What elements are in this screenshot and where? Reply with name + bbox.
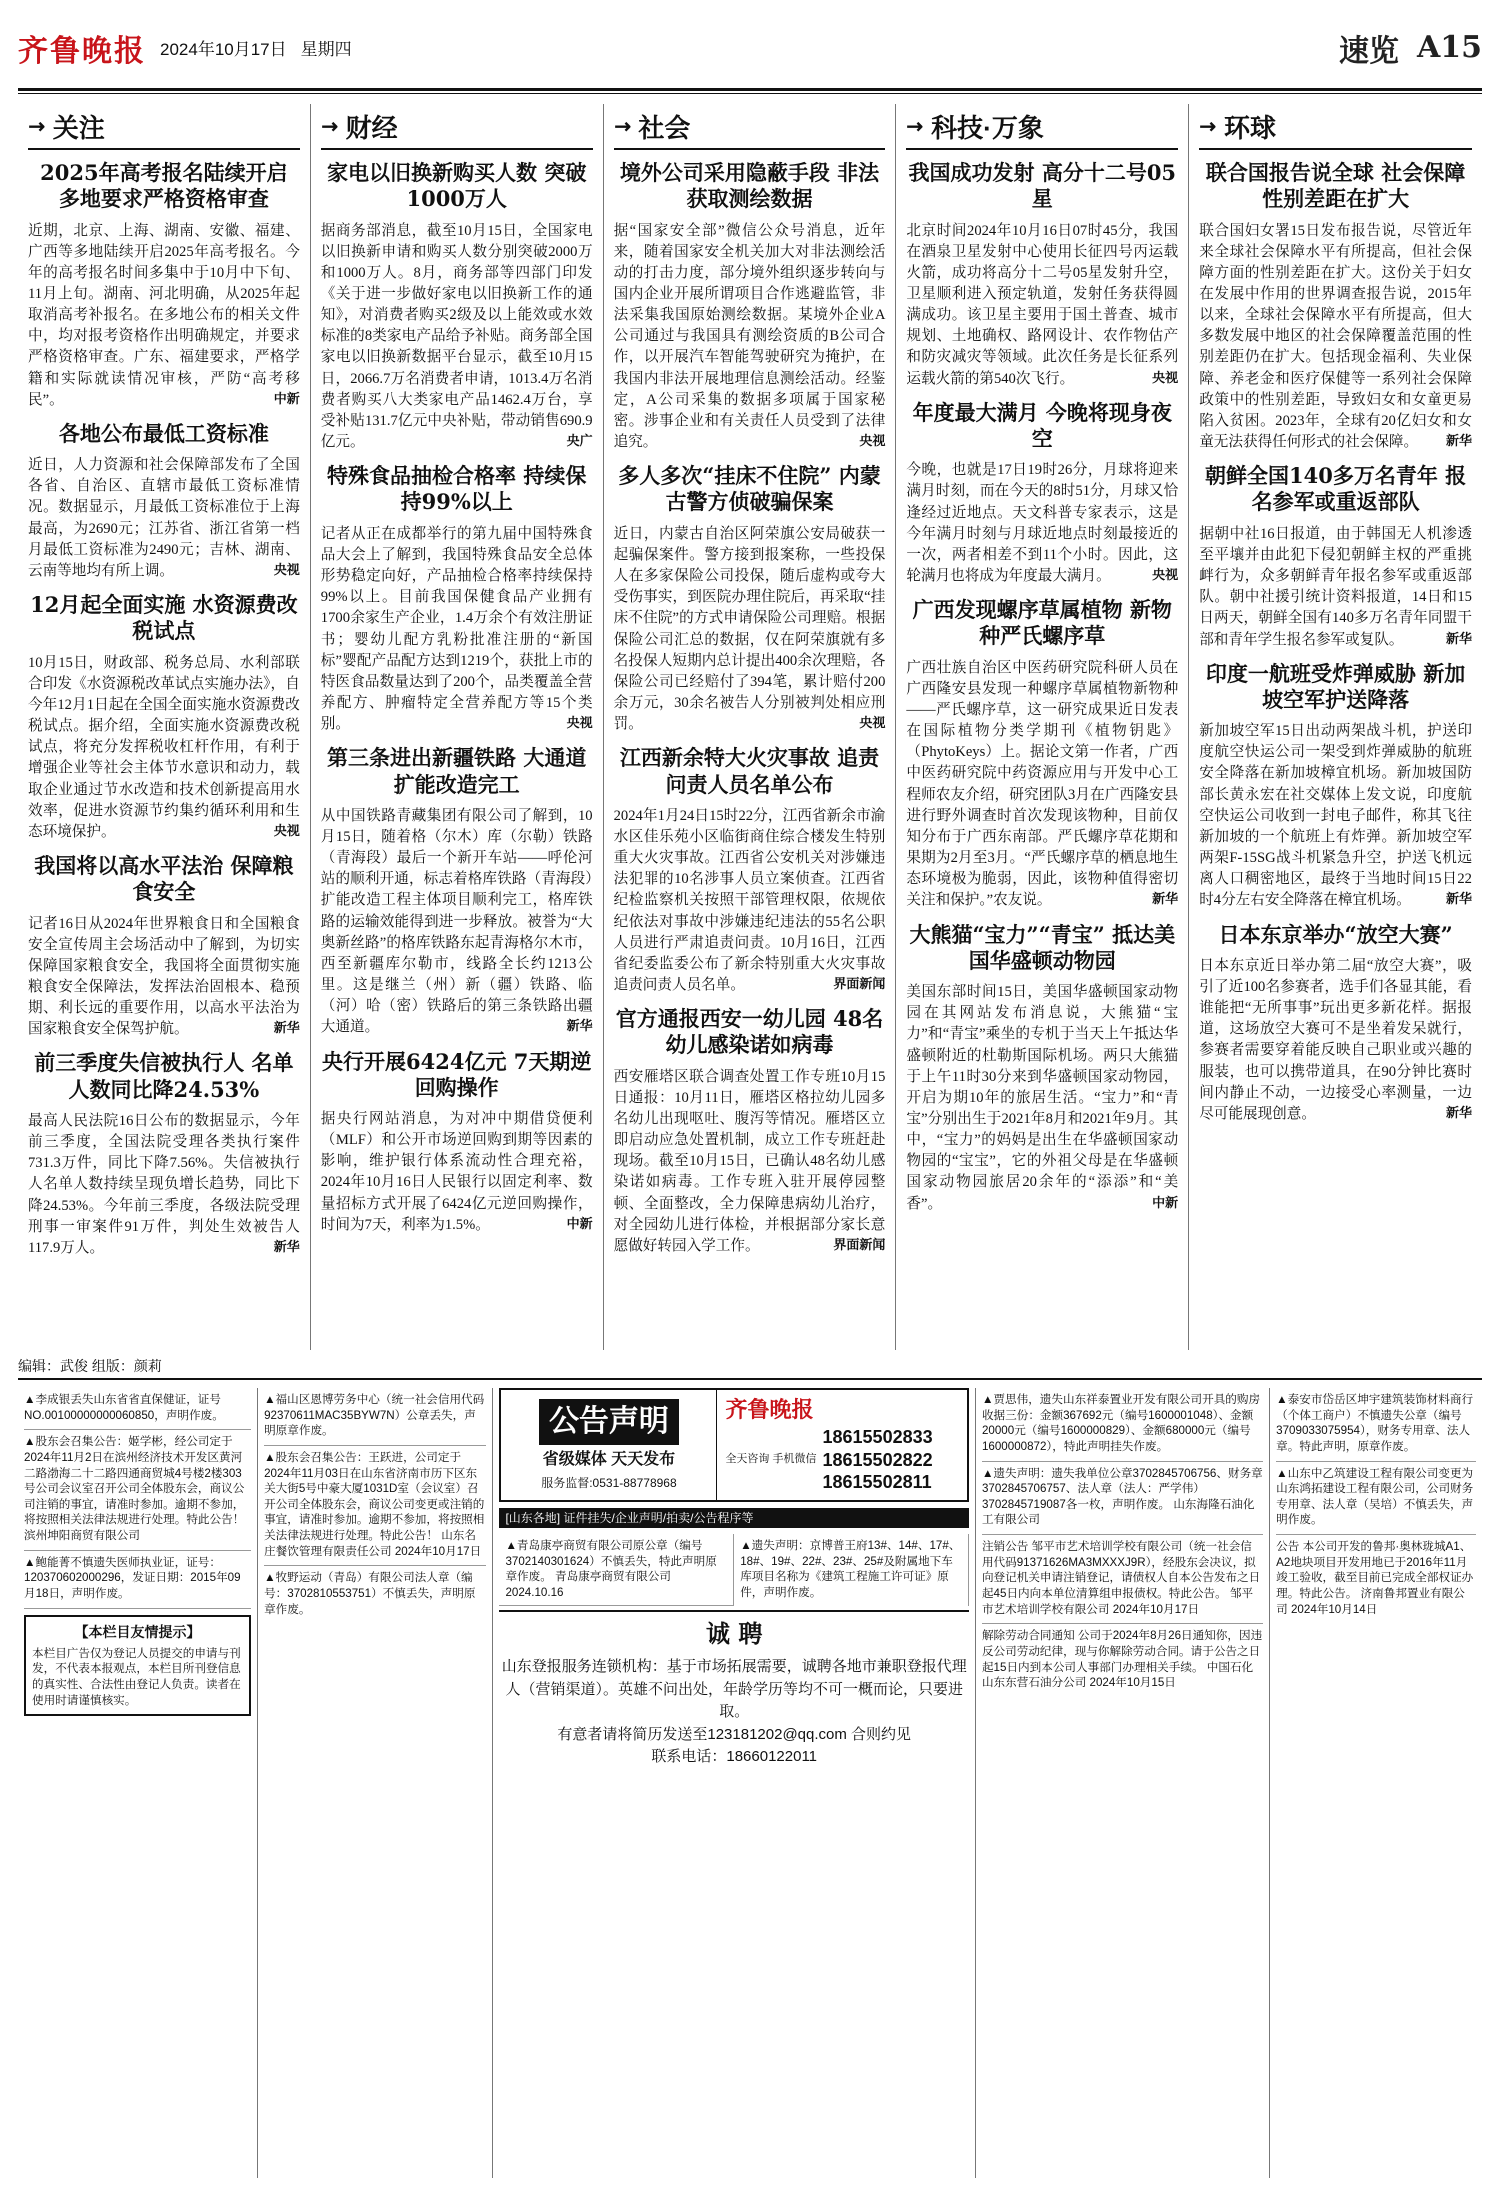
news-columns [18, 104, 1482, 1350]
article-body [321, 221, 593, 454]
notice: ▲李成银丢失山东省省直保健证，证号NO.00100000000060850，声明作废。 [24, 1388, 251, 1430]
news-article [321, 1049, 593, 1236]
news-article [321, 745, 593, 1038]
column [18, 104, 311, 1350]
article-body [28, 221, 300, 411]
news-article [614, 160, 886, 453]
article-body [906, 460, 1178, 587]
arrow-icon: ↘ [608, 112, 637, 141]
news-article [321, 160, 593, 453]
news-article [1199, 661, 1472, 912]
notice: ▲股东会召集公告：王跃进，公司定于2024年11月03日在山东省济南市历下区东关大街5号中豪大厦1031D室（会议室）召开公司全体股东会，商议公司变更或注销的事宜，请准时参加。逾期不参加，将按照相关法律法规进行处理。特此公告！ 山东名庄餐饮管理有限责任公司 2024年10月17日 [264, 1446, 486, 1566]
announcement-banner [499, 1388, 969, 1502]
article-source: 新华 [566, 1018, 593, 1034]
notice: ▲福山区恩博劳务中心（统一社会信用代码92370611MAC35BYW7N）公章丢失，声明原章作废。 [264, 1388, 486, 1446]
news-article [28, 1050, 300, 1259]
hiring-body: 山东登报服务连锁机构：基于市场拓展需要，诚聘各地市兼职登报代理人（营销渠道）。英雄不问出处，年龄学历等均不可一概而论，只要进取。 [501, 1658, 967, 1721]
news-article [906, 160, 1178, 390]
classified-column-4 [976, 1388, 1270, 2178]
article-source: 央视 [859, 715, 886, 731]
article-body [614, 1067, 886, 1257]
article-source: 新华 [273, 1020, 300, 1036]
article-source: 中新 [1152, 1194, 1179, 1210]
article-body [321, 806, 593, 1039]
article-headline: 我国成功发射 高分十二号05星 [908, 160, 1177, 212]
classified-column-2 [258, 1388, 493, 2178]
article-source: 新华 [1445, 891, 1472, 907]
issue-date: 2024年10月17日 [160, 40, 287, 59]
arrow-icon: ↘ [315, 112, 344, 141]
classified-column-5 [1270, 1388, 1482, 2178]
notice: 注销公告 邹平市艺术培训学校有限公司（统一社会信用代码91371626MA3MXXXJ9R），经股东会决议，拟向登记机关申请注销登记，请债权人自本公告发布之日起45日内向本单位清算组申报债权。特此公告。 邹平市艺术培训学校有限公司 2024年10月17日 [982, 1535, 1263, 1624]
notice: ▲股东会召集公告：姬学彬，经公司定于2024年11月2日在滨州经济技术开发区黄河二路渤海二十二路四通商贸城4号楼2楼303号公司会议室召开公司全体股东会，商议公司注销的事宜，请准时参加。逾期不参加，将按照相关法律法规进行处理。特此公告！ 滨州坤阳商贸有限公司 [24, 1430, 251, 1550]
article-text: 2024年1月24日15时22分，江西省新余市渝水区佳乐苑小区临街商住综合楼发生特别重大火灾事故。江西省公安机关对涉嫌违法犯罪的10名涉事人员立案侦查。江西省纪检监察机关按照干部管理权限，依规依纪依法对事故中涉嫌违纪违法的55名公职人员进行严肃追责问责。10月16日，江西省纪委监委公布了新余特别重大火灾事故追责问责人员名单。 [613, 807, 886, 994]
page-identifier [1339, 26, 1482, 70]
classified-center [493, 1388, 976, 2178]
article-source: 央视 [273, 822, 300, 838]
hiring-ad [499, 1610, 969, 1769]
article-headline: 印度一航班受炸弹威胁 新加坡空军护送降落 [1205, 660, 1466, 712]
ads-divider [18, 1378, 1482, 1380]
article-source: 央视 [1152, 567, 1179, 583]
article-text: 据朝中社16日报道，由于韩国无人机渗透至平壤并由此犯下侵犯朝鲜主权的严重挑衅行为，众多朝鲜青年报名参军或重返部队。朝中社援引统计资料报道，14日和15日两天，朝鲜全国有140多万名青年同盟干部和青年学生报名参军或复队。 [1199, 525, 1472, 648]
article-text: 从中国铁路青藏集团有限公司了解到，10月15日，随着格（尔木）库（尔勒）铁路（青海段）最后一个新开车站——呼伦河站的顺利开通，标志着格库铁路（青海段）扩能改造工程主体项目顺利完工，格库铁路的运输效能得到进一步释放。被誉为“大奥新丝路”的格库铁路东起青海格尔木市，西至新疆库尔勒市，线路全长约1213公里。这是继兰（州）新（疆）铁路、临（河）哈（密）铁路后的第三条铁路出疆大通道。 [320, 807, 593, 1036]
news-article [28, 853, 300, 1040]
notice: ▲遗失声明：遗失我单位公章3702845706756、财务章3702845706757、法人章（法人：严学伟）3702845719087各一枚，声明作废。 山东海隆石油化工有限公司 [982, 1462, 1263, 1536]
announcement-left [501, 1390, 717, 1500]
issue-weekday: 星期四 [300, 40, 352, 59]
notice: ▲鲍能菁不慎遗失医师执业证，证号：120370602000296，发证日期：2015年09月18日，声明作废。 [24, 1551, 251, 1609]
article-text: 广西壮族自治区中医药研究院科研人员在广西隆安县发现一种螺序草属植物新物种——严氏螺序草，这一研究成果近日发表在国际植物分类学期刊《植物钥匙》（PhytoKeys）上。据论文第一作者，广西中医药研究院中药资源应用与开发中心工程师农友介绍，研究团队3月在广西隆安县进行野外调查时首次发现该物种，目前仅知分布于广西东南部。严氏螺序草花期和果期为2月至3月。“严氏螺序草的栖息地生态环境极为脆弱，因此，该物种值得密切关注和保护。”农友说。 [906, 659, 1179, 909]
section-name: 速览 [1338, 33, 1399, 69]
phone-number: 18615502833 [822, 1427, 933, 1448]
news-article [906, 400, 1178, 587]
article-text: 美国东部时间15日，美国华盛顿国家动物园在其网站发布消息说，大熊猫“宝力”和“青宝”乘坐的专机于当天上午抵达华盛顿附近的杜勒斯国际机场。两只大熊猫于上午11时30分来到华盛顿国家动物园，开启为期10年的旅居生活。“宝力”和“青宝”分别出生于2021年8月和2021年9月。其中，“宝力”的妈妈是出生在华盛顿国家动物园的“宝宝”，它的外祖父母是在华盛顿国家动物园旅居20余年的“添添”和“美香”。 [906, 984, 1179, 1212]
article-text: 联合国妇女署15日发布报告说，尽管近年来全球社会保障水平有所提高，但社会保障方面的性别差距在扩大。这份关于妇女在发展中作用的世界调查报告说，2015年以来，全球社会保障水平有所提高，但大多数发展中地区的社会保障覆盖范围的性别差距仍在扩大。包括现金福利、失业保障、养老金和医疗保健等一系列社会保障政策中的性别差距，导致妇女和女童更易陷入贫困。2023年，全球有20亿妇女和女童无法获得任何形式的社会保障。 [1199, 222, 1472, 451]
hiring-contact: 有意者请将简历发送至123181202@qq.com 合则约见 [557, 1725, 912, 1743]
phone-list [823, 1426, 933, 1494]
article-body [28, 1111, 300, 1259]
article-headline: 朝鲜全国140多万名青年 报名参军或重返部队 [1205, 463, 1467, 515]
article-headline: 各地公布最低工资标准 [58, 420, 269, 446]
article-source: 界面新闻 [833, 1236, 886, 1252]
article-headline: 大熊猫“宝力”“青宝” 抵达美国华盛顿动物园 [909, 921, 1176, 973]
article-text: 据商务部消息，截至10月15日，全国家电以旧换新申请和购买人数分别突破2000万和1000万人。8月，商务部等四部门印发《关于进一步做好家电以旧换新工作的通知》，对消费者购买2级及以上能效或水效标准的8类家电产品给予补贴。商务部全国家电以旧换新数据平台显示，截至10月15日，2066.7万名消费者申请，1013.4万名消费者购买八大类家电产品1462.4万台，享受补贴131.7亿元中央补贴，带动销售690.9亿元。 [320, 222, 593, 451]
news-article [1199, 463, 1472, 650]
article-text: 近日，人力资源和社会保障部发布了全国各省、自治区、直辖市最低工资标准情况。数据显示，月最低工资标准位于上海最高，为2690元；江苏省、浙江省第一档月最低工资标准为2490元；吉林、湖南、云南等地均有所上调。 [28, 457, 300, 579]
article-text: 日本东京近日举办第二届“放空大赛”，吸引了近100名参赛者，选手们各显其能，看谁能把“无所事事”玩出更多新花样。据报道，这场放空大赛可不是坐着发呆就行，参赛者需要穿着能反映自己职业或兴趣的服装，也可以携带道具，在90分钟比赛时间内静止不动，一边接受心率测量，一边尽可能展现创意。 [1199, 957, 1472, 1122]
article-body [1199, 956, 1472, 1125]
article-headline: 2025年高考报名陆续开启 多地要求严格资格审查 [40, 160, 288, 212]
notice: 解除劳动合同通知 公司于2024年8月26日通知你，因违反公司劳动纪律，现与你解除劳动合同。请于公告之日起15日内到本公司人事部门办理相关手续。 中国石化山东东营石油分公司 2024年10月15日 [981, 1629, 1263, 1690]
article-source: 中新 [566, 1215, 593, 1231]
article-text: 记者16日从2024年世界粮食日和全国粮食安全宣传周主会场活动中了解到，为切实保障国家粮食安全，我国将全面贯彻实施粮食安全保障法，发挥法治固根本、稳预期、利长远的重要作用，以高水平法治为国家粮食安全保驾护航。 [28, 915, 300, 1038]
announcement-right [717, 1390, 967, 1500]
article-text: 据央行网站消息，为对冲中期借贷便利（MLF）和公开市场逆回购到期等因素的影响，维护银行体系流动性合理充裕，2024年10月16日人民银行以固定利率、数量招标方式开展了6424亿元逆回购操作，时间为7天，利率为1.5%。 [320, 1111, 593, 1233]
news-article [321, 463, 593, 735]
phone-number: 18615502811 [822, 1472, 932, 1493]
column-header [1194, 104, 1472, 150]
article-headline: 我国将以高水平法治 保障粮食安全 [34, 853, 294, 905]
article-body [906, 982, 1178, 1215]
article-source: 新华 [1445, 433, 1472, 449]
column-tag: 财经 [345, 112, 398, 143]
news-article [906, 597, 1178, 911]
article-source: 央视 [1152, 369, 1179, 385]
tips-body: 本栏目广告仅为登记人员提交的申请与刊发，不代表本报观点，本栏目所刊登信息的真实性、合法性由登记人负责。读者在使用时请谨慎核实。 [32, 1646, 241, 1707]
classified-column-1 [18, 1388, 258, 2178]
column-tag: 环球 [1223, 112, 1276, 143]
article-text: 西安雁塔区联合调查处置工作专班10月15日通报：10月11日，雁塔区格拉幼儿园多名幼儿出现呕吐、腹泻等情况。雁塔区立即启动应急处置机制，成立工作专班赶赴现场。截至10月15日，已确认48名幼儿感染诺如病毒。工作专班入驻开展停园整顿、全面整改，全力保障患病幼儿治疗，对全园幼儿进行体检，并根据部分家长意愿做好转园入学工作。 [613, 1068, 886, 1254]
article-body [614, 524, 886, 736]
news-article [28, 160, 300, 411]
masthead-rule [18, 88, 1482, 91]
news-article [614, 463, 886, 735]
announcement-slogan: 省级媒体 天天发布 [542, 1451, 676, 1469]
newspaper-logo: 齐鲁晚报 [18, 33, 146, 69]
article-headline: 官方通报西安一幼儿园 48名幼儿感染诺如病毒 [615, 1006, 884, 1058]
column-header [315, 104, 593, 150]
notice: ▲青岛康亭商贸有限公司原公章（编号3702140301624）不慎丢失，特此声明原章作废。 青岛康亭商贸有限公司 2024.10.16 [499, 1534, 734, 1606]
announcement-title: 公告声明 [539, 1399, 679, 1446]
article-source: 央广 [566, 433, 593, 449]
article-headline: 日本东京举办“放空大赛” [1218, 921, 1453, 947]
article-body [614, 221, 886, 454]
article-headline: 第三条进出新疆铁路 大通道扩能改造完工 [327, 745, 587, 797]
column-tag: 科技·万象 [931, 112, 1044, 143]
article-text: 北京时间2024年10月16日07时45分，我国在酒泉卫星发射中心使用长征四号丙运载火箭，成功将高分十二号05星发射升空，卫星顺利进入预定轨道，发射任务获得圆满成功。该卫星主要用于国土普查、城市规划、土地确权、路网设计、农作物估产和防灾减灾等领域。此次任务是长征系列运载火箭的第540次飞行。 [906, 222, 1179, 387]
article-headline: 家电以旧换新购买人数 突破1000万人 [327, 160, 587, 212]
article-headline: 联合国报告说全球 社会保障性别差距在扩大 [1205, 160, 1466, 212]
article-body [614, 806, 886, 996]
column-header [608, 104, 886, 150]
masthead-brand [18, 26, 352, 70]
article-body [321, 1109, 593, 1236]
column [1189, 104, 1482, 1350]
article-source: 界面新闻 [833, 976, 886, 992]
article-text: 最高人民法院16日公布的数据显示，今年前三季度，全国法院受理各类执行案件731.3万件，同比下降7.56%。失信被执行人名单人数持续呈现负增长趋势，同比下降24.53%。今年前三季度，各级法院受理刑事一审案件91万件，判处生效被告人117.9万人。 [28, 1112, 300, 1256]
news-article [1199, 922, 1472, 1126]
notice: 公告 本公司开发的鲁邦·奥林珑城A1、A2地块项目开发用地已于2016年11月竣工验收，截至目前已完成全部权证办理。特此公告。 济南鲁邦置业有限公司 2024年10月14日 [1276, 1540, 1474, 1616]
article-headline: 央行开展6424亿元 7天期逆回购操作 [322, 1048, 592, 1100]
column-header [23, 104, 300, 150]
editor-credit: 编辑：武俊 组版：颜莉 [18, 1358, 162, 1374]
notice: ▲贾思伟，遗失山东祥泰置业开发有限公司开具的购房收据三份：金额367692元（编号1600001048）、金额20000元（编号1600000829）、金额680000元（编号1600000872），特此声明挂失作废。 [982, 1388, 1263, 1462]
article-body [1199, 524, 1472, 651]
article-source: 新华 [273, 1238, 300, 1254]
column-tag: 社会 [638, 112, 691, 143]
article-text: 10月15日，财政部、税务总局、水利部联合印发《水资源税改革试点实施办法》，自今年12月1日起在全国全面实施水资源费改税试点。据介绍，全面实施水资源费改税试点，将充分发挥税收杠杆作用，有利于增强企业等社会主体节水意识和动力，载取企业通过节水改造和技术创新提高用水效率，促进水资源节约集约循环利用和生态环境保护。 [28, 654, 300, 840]
news-article [28, 592, 300, 843]
article-source: 央视 [566, 715, 593, 731]
notice: ▲牧野运动（青岛）有限公司法人章（编号：3702810553751）不慎丢失，声明原章作废。 [264, 1571, 476, 1616]
tips-box [24, 1615, 251, 1716]
hiring-phone: 联系电话：18660122011 [651, 1748, 818, 1766]
article-headline: 江西新余特大火灾事故 追责问责人员名单公布 [619, 745, 880, 797]
column [311, 104, 604, 1350]
arrow-icon: ↘ [901, 112, 929, 141]
phone-number: 18615502822 [822, 1449, 933, 1470]
article-headline: 境外公司采用隐蔽手段 非法获取测绘数据 [619, 160, 880, 212]
article-headline: 多人多次“挂床不住院” 内蒙古警方侦破骗保案 [618, 463, 881, 515]
article-source: 新华 [1445, 630, 1472, 646]
article-body [906, 658, 1178, 912]
article-body [1199, 221, 1472, 454]
article-body [28, 653, 300, 843]
arrow-icon: ↘ [23, 112, 51, 141]
article-source: 央视 [273, 561, 300, 577]
column [896, 104, 1189, 1350]
news-article [28, 421, 300, 582]
article-body [321, 524, 593, 736]
article-body [1199, 721, 1472, 911]
article-headline: 年度最大满月 今晚将现身夜空 [912, 399, 1172, 451]
article-text: 记者从正在成都举行的第九届中国特殊食品大会上了解到，我国特殊食品安全总体形势稳定向好，产品抽检合格率持续保持99%以上。目前我国保健食品产业拥有1700余家生产企业，1.4万余个有效注册证书；婴幼儿配方乳粉批准注册的“新国标”婴配产品配方达到1219个，获批上市的特医食品数量达到了200个，品类覆盖全营养配方、肿瘤特定全营养配方等15个类别。 [320, 525, 593, 733]
article-body [28, 455, 300, 582]
article-headline: 前三季度失信被执行人 名单人数同比降24.53% [34, 1050, 294, 1102]
column [604, 104, 897, 1350]
notice: ▲泰安市岱岳区坤宇建筑装饰材料商行（个体工商户）不慎遗失公章（编号3709033075954），财务专用章、法人章。特此声明，原章作废。 [1276, 1388, 1476, 1462]
service-hotline: 服务监督:0531-88778968 [541, 1475, 677, 1490]
news-article [614, 1006, 886, 1257]
arrow-icon: ↘ [1194, 112, 1222, 141]
article-headline: 特殊食品抽检合格率 持续保持99%以上 [327, 463, 587, 515]
article-text: 近期，北京、上海、湖南、安徽、福建、广西等多地陆续开启2025年高考报名。今年的高考报名时间多集中于10月中下旬、11月上旬。湖南、河北明确，从2025年起取消高考补报名。在多地公布的相关文件中，均对报考资格作出明确规定，并要求严格资格审查。广东、福建要求，严格学籍和实际就读情况审核，严防“高考移民”。 [28, 222, 300, 408]
article-source: 新华 [1445, 1104, 1472, 1120]
masthead-rule-thin [18, 93, 1482, 94]
article-source: 新华 [1152, 891, 1179, 907]
article-headline: 12月起全面实施 水资源费改税试点 [30, 592, 298, 644]
article-text: 新加坡空军15日出动两架战斗机，护送印度航空快运公司一架受到炸弹威胁的航班安全降落在新加坡樟宜机场。新加坡国防部长黄永宏在社交媒体上发文说，印度航空快运公司收到一封电子邮件，称其飞往新加坡的一个航班上有炸弹。新加坡空军两架F-15SG战斗机紧急升空，护送飞机远离人口稠密地区，最终于当地时间15日22时4分左右安全降落在樟宜机场。 [1199, 723, 1472, 909]
news-article [614, 745, 886, 996]
service-strip: [山东各地] 证件挂失/企业声明/拍卖/公告程序等 [499, 1508, 969, 1528]
hiring-title: 诚 聘 [706, 1618, 763, 1648]
news-article [906, 922, 1178, 1215]
newspaper-logo-small: 齐鲁晚报 [725, 1397, 814, 1424]
center-notices [499, 1534, 969, 1606]
news-article [1199, 160, 1472, 453]
article-headline: 广西发现螺序草属植物 新物种严氏螺序草 [912, 597, 1172, 649]
page-number: A15 [1416, 30, 1482, 65]
article-source: 中新 [273, 390, 300, 406]
article-text: 今晚，也就是17日19时26分，月球将迎来满月时刻，而在今天的8时51分，月球又恰逢经过近地点。天文科普专家表示，这是今年满月时刻与月球近地点时刻最接近的一次，两者相差不到11个小时。因此，这轮满月也将成为年度最大满月。 [906, 462, 1179, 585]
article-source: 央视 [859, 433, 886, 449]
article-text: 近日，内蒙古自治区阿荣旗公安局破获一起骗保案件。警方接到报案称，一些投保人在多家保险公司投保，随后虚构或夸大受伤事实，到医院办理住院后，再采取“挂床不住院”的方式申请保险公司理赔。根据保险公司汇总的数据，仅在阿荣旗就有多名投保人短期内总计提出400余次理赔，各保险公司已经赔付了394笔，累计赔付200余万元，30余名被告人分别被判处相应刑罚。 [613, 525, 886, 733]
article-body [906, 221, 1178, 390]
column-header [901, 104, 1178, 150]
article-body [28, 914, 300, 1041]
article-text: 据“国家安全部”微信公众号消息，近年来，随着国家安全机关加大对非法测绘活动的打击力度，部分境外组织逐步转向与国内企业开展所谓项目合作逃避监管，非法采集我国原始测绘数据。某境外企业A公司通过与我国具有测绘资质的B公司合作，以开展汽车智能驾驶研究为掩护，在我国内非法开展地理信息测绘活动。经鉴定，A公司采集的数据多项属于国家秘密。涉事企业和有关责任人员受到了法律追究。 [613, 222, 886, 451]
service-label: 全天咨询 手机微信 [725, 1453, 817, 1466]
masthead-bar [18, 20, 1482, 75]
notice: ▲山东中乙筑建设工程有限公司变更为山东鸿拓建设工程有限公司，公司财务专用章、法人章（吴培）不慎丢失，声明作废。 [1276, 1462, 1476, 1536]
tips-title: 【本栏目友情提示】 [74, 1623, 201, 1640]
classified-section [18, 1388, 1482, 2178]
column-tag: 关注 [52, 112, 105, 143]
phone-block [725, 1426, 967, 1494]
notice: ▲遗失声明：京博普王府13#、14#、17#、18#、19#、22#、23#、25#及附属地下车库项目名称为《建筑工程施工许可证》原件，声明作废。 [734, 1534, 969, 1606]
